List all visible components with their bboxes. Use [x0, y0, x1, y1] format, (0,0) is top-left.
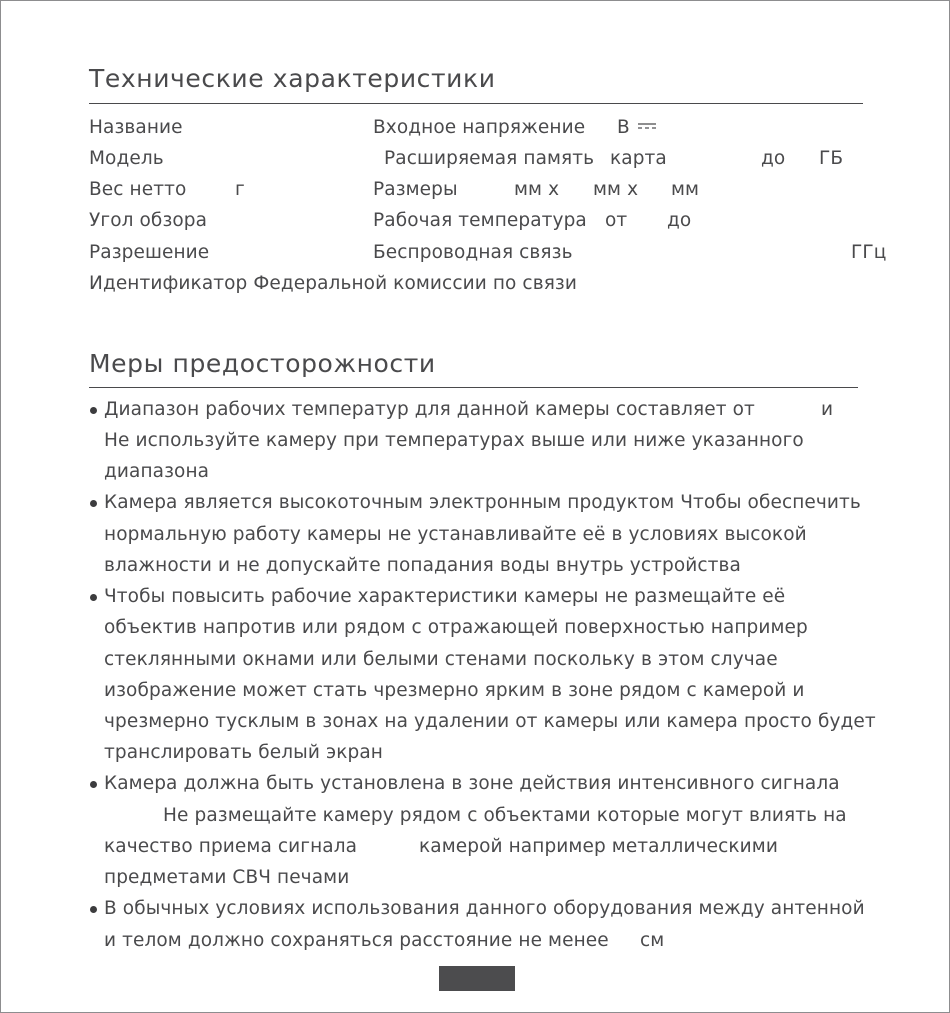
spec-memory-card: карта [610, 148, 667, 169]
spec-dims-unit-2: мм x [593, 179, 639, 200]
precaution-5-tail: см [640, 930, 665, 951]
precaution-4-line-1: Камера должна быть установлена в зоне действия интенсивного сигнала [104, 773, 840, 794]
specs-title: Технические характеристики [89, 64, 496, 93]
bullet-3 [90, 594, 97, 601]
spec-temp-from: от [605, 210, 628, 231]
spec-memory-to: до [761, 148, 786, 169]
precaution-5-line-2: и телом должно сохраняться расстояние не менее [104, 930, 609, 951]
precaution-5-line-1: В обычных условиях использования данного оборудования между антенной [104, 898, 865, 919]
precaution-3-line-4: изображение может стать чрезмерно ярким в зоне рядом с камерой и [104, 680, 805, 701]
bullet-5 [90, 906, 97, 913]
bullet-2 [90, 500, 97, 507]
precaution-1-line-3: диапазона [104, 461, 210, 482]
spec-memory-unit: ГБ [819, 148, 844, 169]
spec-temp-label: Рабочая температура [373, 210, 587, 231]
spec-temp-to: до [667, 210, 692, 231]
precaution-2-line-1: Камера является высокоточным электронным продуктом Чтобы обеспечить [104, 492, 861, 513]
precaution-3-line-3: стеклянными окнами или белыми стенами поскольку в этом случае [104, 649, 778, 670]
precaution-3-line-5: чрезмерно тусклым в зонах на удалении от камеры или камера просто будет [104, 711, 876, 732]
bullet-4 [90, 781, 97, 788]
precaution-4-line-4: предметами СВЧ печами [104, 867, 350, 888]
precaution-2-line-3: влажности и не допускайте попадания воды внутрь устройства [104, 555, 741, 576]
spec-input-voltage-unit: В [617, 117, 630, 138]
precaution-4-line-3-tail: камерой например металлическими [419, 836, 778, 857]
precaution-2-line-2: нормальную работу камеры не устанавливайте её в условиях высокой [104, 524, 807, 545]
spec-weight-unit: г [235, 179, 245, 200]
spec-dims-unit-1: мм x [514, 179, 560, 200]
spec-model-label: Модель [89, 148, 164, 169]
precaution-4-line-3: качество приема сигнала [104, 836, 358, 857]
precaution-3-line-2: объектив напротив или рядом с отражающей поверхностью например [104, 617, 808, 638]
spec-wireless-label: Беспроводная связь [373, 242, 573, 263]
precautions-title: Меры предосторожности [89, 349, 436, 378]
precaution-4-line-2: Не размещайте камеру рядом с объектами которые могут влиять на [163, 805, 847, 826]
spec-input-voltage-label: Входное напряжение [373, 117, 586, 138]
precautions-title-rule [89, 387, 858, 388]
spec-fcc-id-label: Идентификатор Федеральной комиссии по связи [89, 273, 577, 294]
spec-dims-unit-3: мм [671, 179, 700, 200]
precaution-3-line-6: транслировать белый экран [104, 742, 383, 763]
precaution-1-line-2: Не используйте камеру при температурах выше или ниже указанного [104, 430, 804, 451]
spec-name-label: Название [89, 117, 183, 138]
spec-resolution-label: Разрешение [89, 242, 210, 263]
spec-memory-label: Расширяемая память [384, 148, 595, 169]
precaution-1-tail: и [821, 399, 834, 420]
precaution-3-line-1: Чтобы повысить рабочие характеристики камеры не размещайте её [104, 586, 786, 607]
page-number-bar [439, 966, 515, 991]
spec-wireless-unit: ГГц [851, 242, 887, 263]
spec-fov-label: Угол обзора [89, 210, 208, 231]
bullet-1 [90, 407, 97, 414]
spec-weight-label: Вес нетто [89, 179, 187, 200]
specs-title-rule [89, 103, 863, 104]
precaution-1-line-1: Диапазон рабочих температур для данной камеры составляет от [104, 399, 755, 420]
direct-current-icon [637, 121, 657, 131]
spec-dims-label: Размеры [373, 179, 458, 200]
